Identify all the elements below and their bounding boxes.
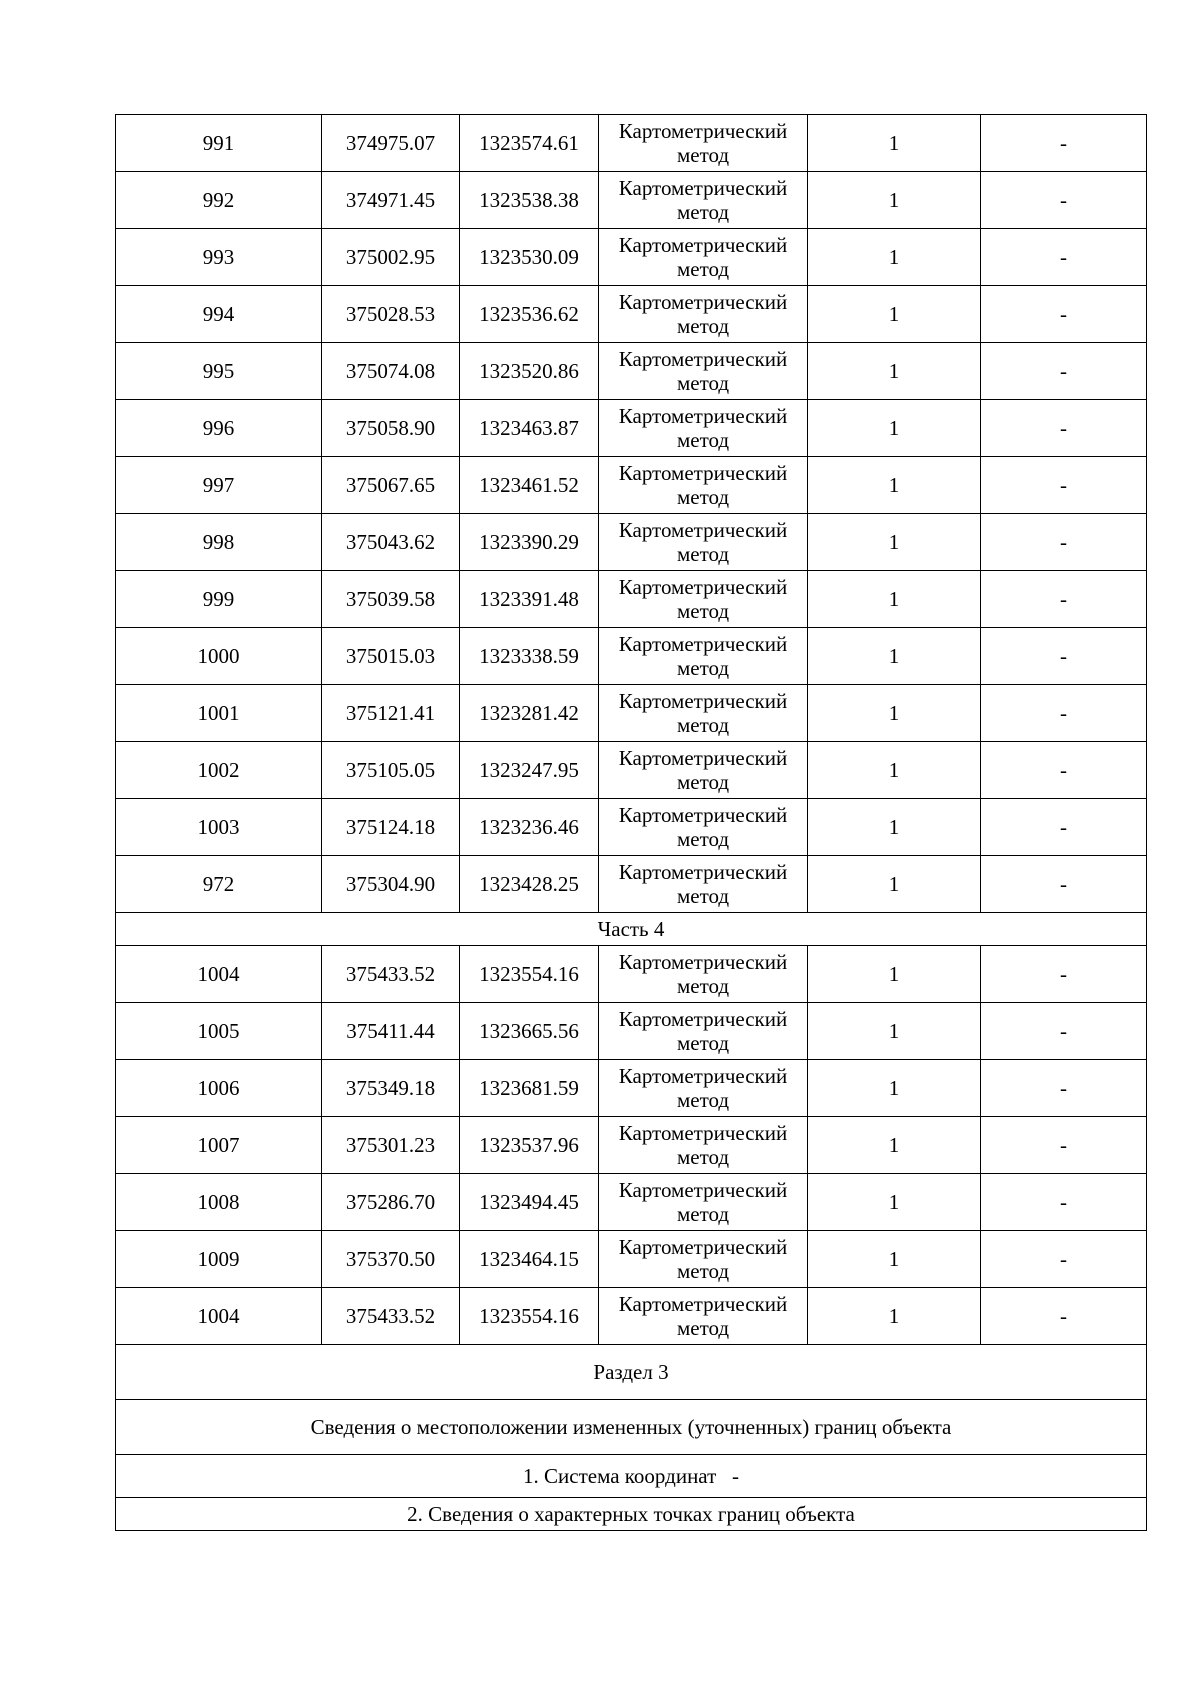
- y-coordinate-cell: 1323665.56: [460, 1003, 599, 1060]
- method-cell: [599, 286, 808, 343]
- method-line-2: метод: [676, 713, 730, 737]
- y-coordinate-cell: 1323461.52: [460, 457, 599, 514]
- method-line-1: Картометрический: [618, 803, 788, 827]
- section-heading: Сведения о местоположении измененных (уточненных) границ объекта: [116, 1400, 1147, 1455]
- method-cell: [599, 742, 808, 799]
- description-cell: -: [981, 571, 1147, 628]
- point-number-cell: 995: [116, 343, 322, 400]
- x-coordinate-cell: 375124.18: [322, 799, 460, 856]
- accuracy-cell: 1: [808, 742, 981, 799]
- accuracy-cell: 1: [808, 946, 981, 1003]
- method-line-2: метод: [676, 827, 730, 851]
- point-number-cell: 999: [116, 571, 322, 628]
- point-number-cell: 997: [116, 457, 322, 514]
- description-cell: -: [981, 115, 1147, 172]
- method-line-2: метод: [676, 143, 730, 167]
- method-cell: [599, 799, 808, 856]
- x-coordinate-cell: 375015.03: [322, 628, 460, 685]
- description-cell: -: [981, 1117, 1147, 1174]
- method-line-1: Картометрический: [618, 119, 788, 143]
- table-row: [116, 742, 1147, 799]
- method-cell: [599, 1060, 808, 1117]
- y-coordinate-cell: 1323537.96: [460, 1117, 599, 1174]
- description-cell: -: [981, 628, 1147, 685]
- method-line-1: Картометрический: [618, 632, 788, 656]
- description-cell: -: [981, 400, 1147, 457]
- y-coordinate-cell: 1323574.61: [460, 115, 599, 172]
- point-number-cell: 1008: [116, 1174, 322, 1231]
- table-row: [116, 799, 1147, 856]
- coordinate-system-line: 1. Система координат -: [116, 1455, 1147, 1498]
- accuracy-cell: 1: [808, 1003, 981, 1060]
- method-line-1: Картометрический: [618, 575, 788, 599]
- y-coordinate-cell: 1323494.45: [460, 1174, 599, 1231]
- y-coordinate-cell: 1323247.95: [460, 742, 599, 799]
- x-coordinate-cell: 375039.58: [322, 571, 460, 628]
- method-line-1: Картометрический: [618, 233, 788, 257]
- accuracy-cell: 1: [808, 685, 981, 742]
- method-line-1: Картометрический: [618, 950, 788, 974]
- point-number-cell: 994: [116, 286, 322, 343]
- accuracy-cell: 1: [808, 1288, 981, 1345]
- x-coordinate-cell: 375349.18: [322, 1060, 460, 1117]
- method-line-1: Картометрический: [618, 347, 788, 371]
- x-coordinate-cell: 375074.08: [322, 343, 460, 400]
- table-row: [116, 115, 1147, 172]
- table-row: [116, 1288, 1147, 1345]
- accuracy-cell: 1: [808, 1117, 981, 1174]
- accuracy-cell: 1: [808, 628, 981, 685]
- accuracy-cell: 1: [808, 799, 981, 856]
- y-coordinate-cell: 1323554.16: [460, 1288, 599, 1345]
- accuracy-cell: 1: [808, 115, 981, 172]
- accuracy-cell: 1: [808, 514, 981, 571]
- method-line-1: Картометрический: [618, 689, 788, 713]
- table-row: [116, 685, 1147, 742]
- method-cell: [599, 457, 808, 514]
- method-line-2: метод: [676, 371, 730, 395]
- point-number-cell: 1009: [116, 1231, 322, 1288]
- point-number-cell: 1003: [116, 799, 322, 856]
- description-cell: -: [981, 457, 1147, 514]
- x-coordinate-cell: 375301.23: [322, 1117, 460, 1174]
- accuracy-cell: 1: [808, 343, 981, 400]
- part-4-label: Часть 4: [116, 913, 1147, 946]
- coordinates-table: [115, 114, 1147, 1531]
- method-line-2: метод: [676, 656, 730, 680]
- x-coordinate-cell: 375411.44: [322, 1003, 460, 1060]
- accuracy-cell: 1: [808, 172, 981, 229]
- method-cell: [599, 1003, 808, 1060]
- description-cell: -: [981, 172, 1147, 229]
- accuracy-cell: 1: [808, 1060, 981, 1117]
- method-line-1: Картометрический: [618, 1064, 788, 1088]
- y-coordinate-cell: 1323681.59: [460, 1060, 599, 1117]
- table-row: [116, 286, 1147, 343]
- y-coordinate-cell: 1323536.62: [460, 286, 599, 343]
- accuracy-cell: 1: [808, 400, 981, 457]
- point-number-cell: 1000: [116, 628, 322, 685]
- table-row: [116, 856, 1147, 913]
- y-coordinate-cell: 1323520.86: [460, 343, 599, 400]
- method-line-1: Картометрический: [618, 860, 788, 884]
- method-line-2: метод: [676, 542, 730, 566]
- section-3-block: [116, 1345, 1147, 1531]
- point-number-cell: 992: [116, 172, 322, 229]
- point-number-cell: 991: [116, 115, 322, 172]
- accuracy-cell: 1: [808, 286, 981, 343]
- x-coordinate-cell: 375067.65: [322, 457, 460, 514]
- description-cell: -: [981, 1231, 1147, 1288]
- method-cell: [599, 172, 808, 229]
- accuracy-cell: 1: [808, 1231, 981, 1288]
- table-row: [116, 1231, 1147, 1288]
- table-row: [116, 1174, 1147, 1231]
- x-coordinate-cell: 375433.52: [322, 1288, 460, 1345]
- point-number-cell: 1004: [116, 946, 322, 1003]
- description-cell: -: [981, 742, 1147, 799]
- table-row: [116, 229, 1147, 286]
- y-coordinate-cell: 1323463.87: [460, 400, 599, 457]
- x-coordinate-cell: 375028.53: [322, 286, 460, 343]
- description-cell: -: [981, 343, 1147, 400]
- x-coordinate-cell: 375433.52: [322, 946, 460, 1003]
- method-line-1: Картометрический: [618, 1121, 788, 1145]
- table-row: [116, 1117, 1147, 1174]
- x-coordinate-cell: 375121.41: [322, 685, 460, 742]
- method-cell: [599, 514, 808, 571]
- accuracy-cell: 1: [808, 457, 981, 514]
- x-coordinate-cell: 375002.95: [322, 229, 460, 286]
- table-row: [116, 400, 1147, 457]
- description-cell: -: [981, 229, 1147, 286]
- y-coordinate-cell: 1323281.42: [460, 685, 599, 742]
- y-coordinate-cell: 1323391.48: [460, 571, 599, 628]
- description-cell: -: [981, 685, 1147, 742]
- method-cell: [599, 685, 808, 742]
- point-number-cell: 1004: [116, 1288, 322, 1345]
- point-number-cell: 998: [116, 514, 322, 571]
- points-info-line: 2. Сведения о характерных точках границ объекта: [116, 1498, 1147, 1531]
- x-coordinate-cell: 375370.50: [322, 1231, 460, 1288]
- method-line-1: Картометрический: [618, 518, 788, 542]
- accuracy-cell: 1: [808, 229, 981, 286]
- accuracy-cell: 1: [808, 1174, 981, 1231]
- y-coordinate-cell: 1323338.59: [460, 628, 599, 685]
- method-cell: [599, 343, 808, 400]
- accuracy-cell: 1: [808, 571, 981, 628]
- description-cell: -: [981, 514, 1147, 571]
- table-row: [116, 514, 1147, 571]
- method-cell: [599, 1174, 808, 1231]
- method-line-2: метод: [676, 1088, 730, 1112]
- y-coordinate-cell: 1323428.25: [460, 856, 599, 913]
- point-number-cell: 1005: [116, 1003, 322, 1060]
- point-number-cell: 996: [116, 400, 322, 457]
- table-row: [116, 172, 1147, 229]
- method-line-2: метод: [676, 1145, 730, 1169]
- table-row: [116, 457, 1147, 514]
- table-row: [116, 628, 1147, 685]
- x-coordinate-cell: 375105.05: [322, 742, 460, 799]
- y-coordinate-cell: 1323390.29: [460, 514, 599, 571]
- method-line-2: метод: [676, 599, 730, 623]
- x-coordinate-cell: 374971.45: [322, 172, 460, 229]
- method-line-2: метод: [676, 1031, 730, 1055]
- method-line-1: Картометрический: [618, 461, 788, 485]
- method-line-2: метод: [676, 770, 730, 794]
- method-line-1: Картометрический: [618, 1178, 788, 1202]
- method-line-2: метод: [676, 485, 730, 509]
- method-line-2: метод: [676, 428, 730, 452]
- method-cell: [599, 1231, 808, 1288]
- method-line-1: Картометрический: [618, 746, 788, 770]
- point-number-cell: 1001: [116, 685, 322, 742]
- description-cell: -: [981, 1060, 1147, 1117]
- method-cell: [599, 1288, 808, 1345]
- point-number-cell: 972: [116, 856, 322, 913]
- table-row: [116, 946, 1147, 1003]
- description-cell: -: [981, 1288, 1147, 1345]
- method-line-2: метод: [676, 1202, 730, 1226]
- method-line-1: Картометрический: [618, 1292, 788, 1316]
- x-coordinate-cell: 375058.90: [322, 400, 460, 457]
- point-number-cell: 993: [116, 229, 322, 286]
- y-coordinate-cell: 1323464.15: [460, 1231, 599, 1288]
- description-cell: -: [981, 286, 1147, 343]
- method-line-1: Картометрический: [618, 176, 788, 200]
- table-row: [116, 571, 1147, 628]
- y-coordinate-cell: 1323538.38: [460, 172, 599, 229]
- description-cell: -: [981, 799, 1147, 856]
- table-body-part-4: [116, 946, 1147, 1345]
- y-coordinate-cell: 1323236.46: [460, 799, 599, 856]
- description-cell: -: [981, 856, 1147, 913]
- method-line-2: метод: [676, 974, 730, 998]
- table-row: [116, 343, 1147, 400]
- description-cell: -: [981, 946, 1147, 1003]
- method-line-1: Картометрический: [618, 1235, 788, 1259]
- x-coordinate-cell: 375286.70: [322, 1174, 460, 1231]
- x-coordinate-cell: 375304.90: [322, 856, 460, 913]
- method-cell: [599, 856, 808, 913]
- table-row: [116, 1003, 1147, 1060]
- description-cell: -: [981, 1003, 1147, 1060]
- method-line-2: метод: [676, 257, 730, 281]
- method-cell: [599, 229, 808, 286]
- method-cell: [599, 628, 808, 685]
- method-line-1: Картометрический: [618, 290, 788, 314]
- method-line-2: метод: [676, 1316, 730, 1340]
- table-row: [116, 1060, 1147, 1117]
- point-number-cell: 1006: [116, 1060, 322, 1117]
- method-cell: [599, 400, 808, 457]
- part-4-header: [116, 913, 1147, 946]
- method-cell: [599, 115, 808, 172]
- section-title: Раздел 3: [116, 1345, 1147, 1400]
- method-cell: [599, 571, 808, 628]
- x-coordinate-cell: 375043.62: [322, 514, 460, 571]
- method-cell: [599, 1117, 808, 1174]
- method-line-1: Картометрический: [618, 1007, 788, 1031]
- method-cell: [599, 946, 808, 1003]
- accuracy-cell: 1: [808, 856, 981, 913]
- description-cell: -: [981, 1174, 1147, 1231]
- y-coordinate-cell: 1323530.09: [460, 229, 599, 286]
- method-line-1: Картометрический: [618, 404, 788, 428]
- method-line-2: метод: [676, 314, 730, 338]
- point-number-cell: 1002: [116, 742, 322, 799]
- point-number-cell: 1007: [116, 1117, 322, 1174]
- x-coordinate-cell: 374975.07: [322, 115, 460, 172]
- method-line-2: метод: [676, 884, 730, 908]
- y-coordinate-cell: 1323554.16: [460, 946, 599, 1003]
- method-line-2: метод: [676, 1259, 730, 1283]
- table-body-part-3: [116, 115, 1147, 913]
- method-line-2: метод: [676, 200, 730, 224]
